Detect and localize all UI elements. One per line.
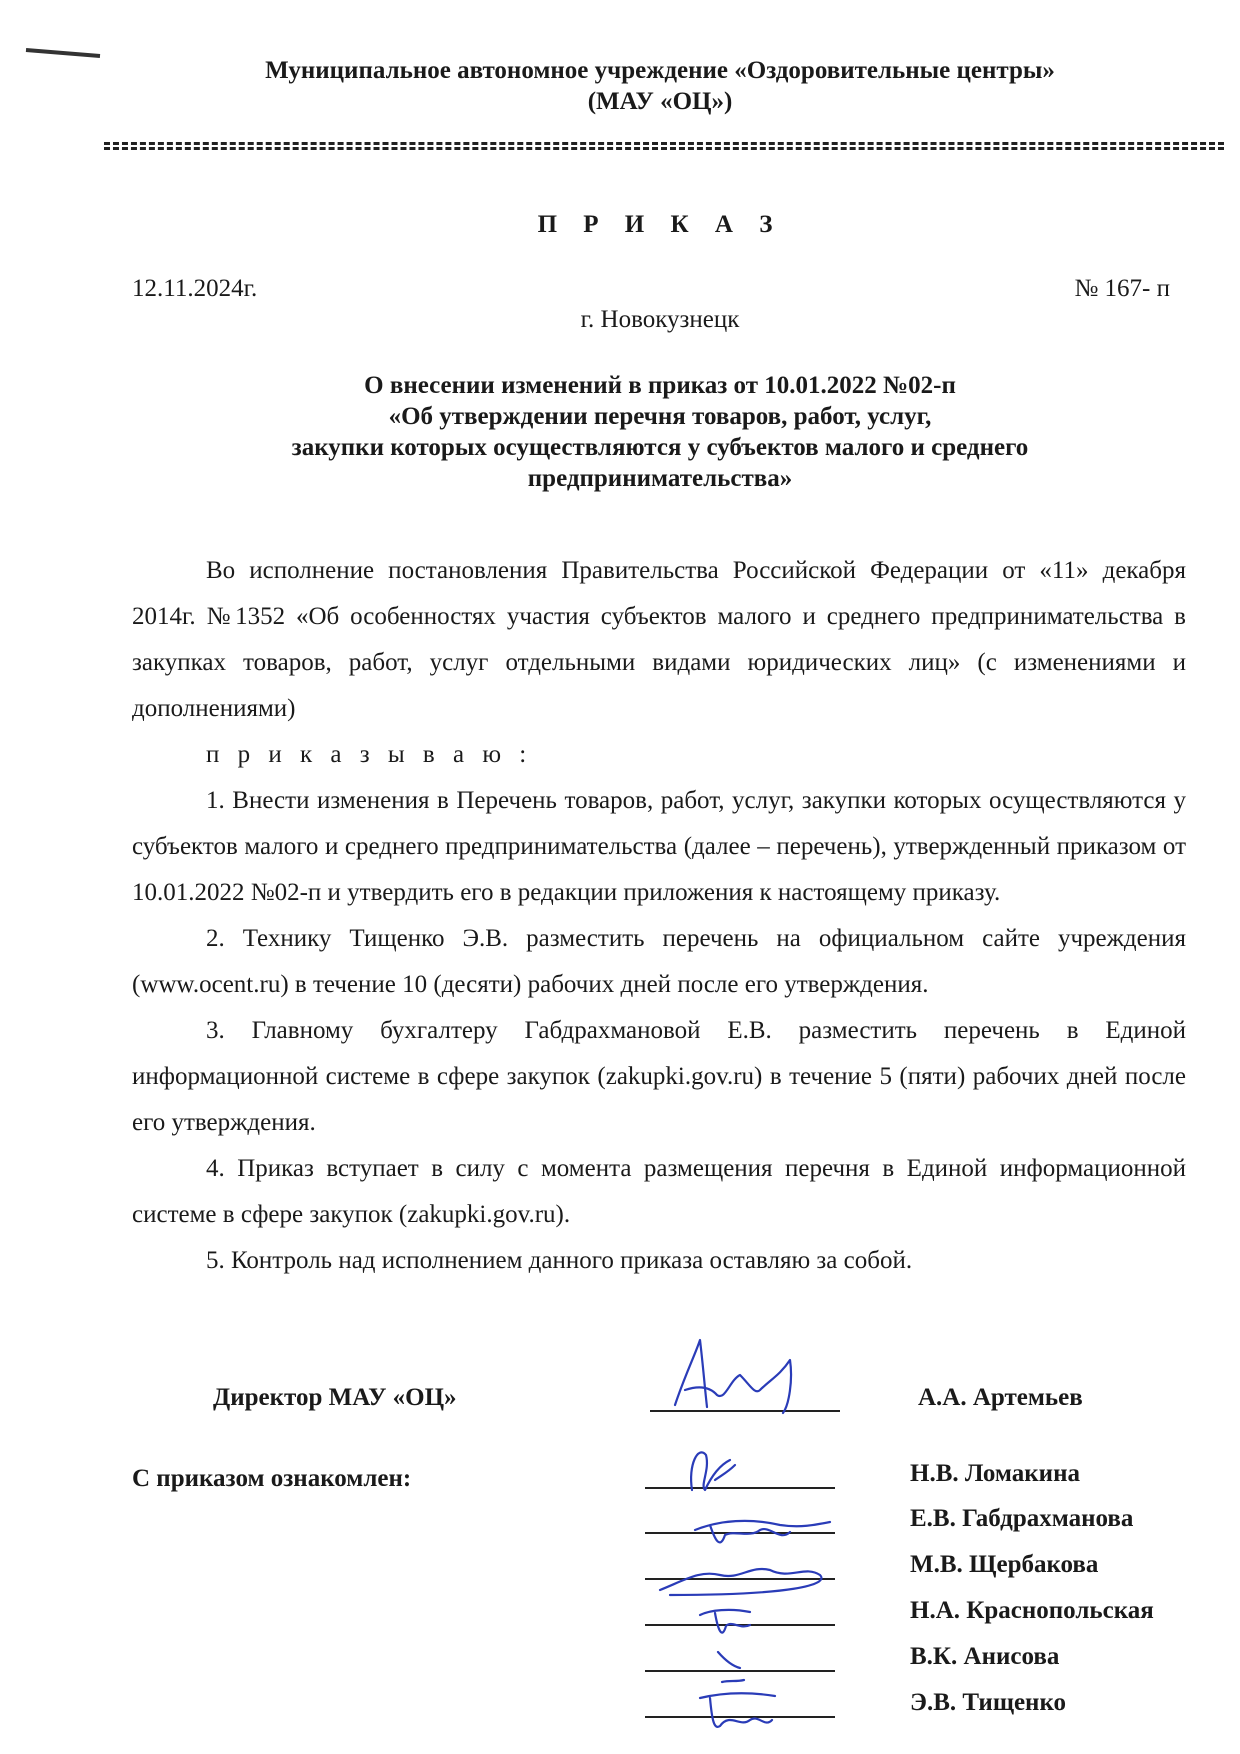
order-subject <box>0 370 1240 494</box>
subject-line: О внесении изменений в приказ от 10.01.2022 №02-п <box>364 372 956 399</box>
item-2: 2. Технику Тищенко Э.В. разместить перечень на официальном сайте учреждения (www.ocent.ru) в течение 10 (десяти) рабочих дней после его утверждения. <box>132 925 1186 998</box>
director-signature <box>655 1335 835 1415</box>
item-4: 4. Приказ вступает в силу с момента размещения перечня в Единой информационной системе в сфере закупок (zakupki.gov.ru). <box>132 1155 1186 1228</box>
director-name: А.А. Артемьев <box>918 1384 1083 1411</box>
document-title: П Р И К А З <box>537 211 783 238</box>
item-5: 5. Контроль над исполнением данного приказа оставляю за собой. <box>206 1247 913 1274</box>
subject-line: «Об утверждении перечня товаров, работ, услуг, <box>388 403 932 430</box>
org-name-line1: Муниципальное автономное учреждение «Оздоровительные центры» <box>265 57 1055 84</box>
order-date: 12.11.2024г. <box>132 275 258 302</box>
ack-name: Н.А. Краснопольская <box>910 1597 1154 1624</box>
director-label: Директор МАУ «ОЦ» <box>213 1384 457 1411</box>
org-name-line2: (МАУ «ОЦ») <box>587 88 733 115</box>
item-1: 1. Внести изменения в Перечень товаров, работ, услуг, закупки которых осуществляются у субъектов малого и среднего предпринимательства (далее – перечень), утвержденный приказом от 10.01.2022 №02-п и утвердить его в редакции приложения к настоящему приказу. <box>132 787 1186 906</box>
item-3: 3. Главному бухгалтеру Габдрахмановой Е.В. разместить перечень в Единой информационной системе в сфере закупок (zakupki.gov.ru) в течение 5 (пяти) рабочих дней после его утверждения. <box>132 1017 1186 1136</box>
order-city: г. Новокузнецк <box>580 306 740 333</box>
ack-name: В.К. Анисова <box>910 1643 1060 1670</box>
ack-label: С приказом ознакомлен: <box>132 1465 412 1492</box>
header-separator <box>104 142 1224 150</box>
preamble: Во исполнение постановления Правительства Российской Федерации от «11» декабря 2014г. №1352 «Об особенностях участия субъектов малого и среднего предпринимательства в закупках товаров, работ, услуг отдельными видами юридических лиц» (с изменениями и дополнениями) <box>132 557 1186 722</box>
ack-name: М.В. Щербакова <box>910 1551 1099 1578</box>
subject-line: закупки которых осуществляются у субъектов малого и среднего <box>291 434 1029 461</box>
order-body <box>132 548 1186 1284</box>
ack-name: Е.В. Габдрахманова <box>910 1505 1134 1532</box>
ack-name: Э.В. Тищенко <box>910 1689 1067 1716</box>
ack-signatures <box>640 1430 870 1745</box>
subject-line: предпринимательства» <box>527 465 793 492</box>
ack-name: Н.В. Ломакина <box>910 1460 1080 1487</box>
order-number: № 167- п <box>1074 275 1170 302</box>
directive: п р и к а з ы в а ю : <box>206 741 533 768</box>
